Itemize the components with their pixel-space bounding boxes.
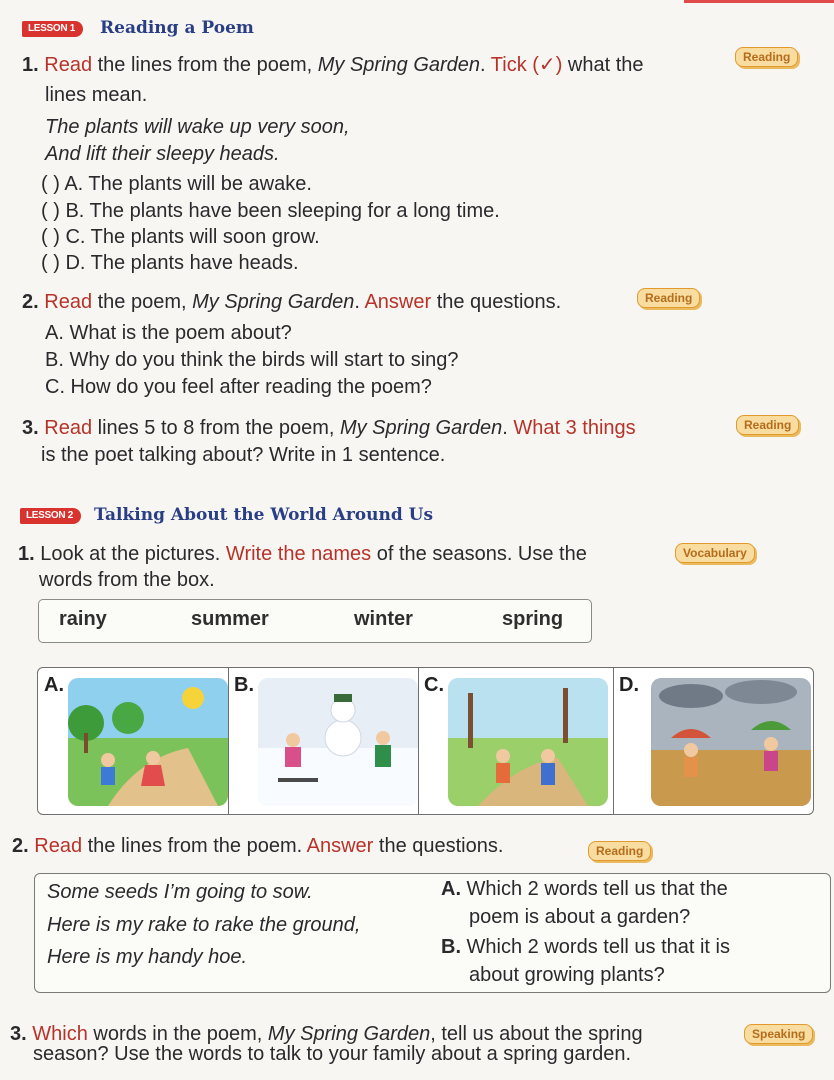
option-a[interactable] [41,173,312,196]
speaking-badge: Speaking [744,1024,813,1044]
sub-question-c: C. How do you feel after reading the poem? [45,376,432,398]
picture-label: A. [44,674,64,696]
question-text: the questions. [431,291,562,313]
question-text: of the seasons. Use the [371,543,587,565]
option-b[interactable] [41,200,500,223]
question-text-continued: lines mean. [45,84,148,106]
picture-label: B. [234,674,254,696]
poem-title: My Spring Garden [317,54,481,76]
instruction-verb: Read [44,54,93,76]
poem-box [34,873,831,993]
question-text: the questions. [373,835,504,857]
winter-scene-illustration [258,678,418,806]
instruction-verb: Write the names [225,543,372,565]
sub-question-a [441,878,728,901]
question-number: 2. [12,835,29,857]
instruction-verb: Read [44,291,93,313]
lesson-1-tag: LESSON 1 [22,21,83,37]
sub-question-a: A. What is the poem about? [45,322,292,344]
picture-cell-c [418,668,614,814]
reading-badge: Reading [735,47,798,67]
question-text-continued: words from the box. [39,569,215,591]
sub-question-b: B. Why do you think the birds will start to sing? [45,349,459,371]
lesson-2-tag: LESSON 2 [20,508,81,524]
answer-parentheses[interactable]: ( ) [41,173,60,195]
option-label: C. The plants will soon grow. [65,226,320,248]
vocabulary-badge: Vocabulary [675,543,755,563]
poem-line: And lift their sleepy heads. [45,143,280,165]
spring-scene-illustration [448,678,608,806]
season-pictures [37,667,814,815]
instruction-verb: Tick (✓) [490,54,563,76]
question-number: 3. [22,417,39,439]
poem-line: The plants will wake up very soon, [45,116,350,138]
poem-line: Here is my handy hoe. [47,946,248,968]
question-number: 3. [10,1023,27,1045]
summer-scene-illustration [68,678,228,806]
sub-question-a-continued: poem is about a garden? [469,906,691,928]
lesson1-question-2 [22,289,561,316]
sub-question-letter: A. [441,878,461,900]
word-box [38,599,592,643]
option-c[interactable] [41,226,320,249]
question-text: the lines from the poem. [82,835,307,857]
question-text-continued: is the poet talking about? Write in 1 sentence. [41,444,446,466]
sub-question-b [441,936,730,959]
reading-badge: Reading [588,841,651,861]
poem-line: Some seeds I’m going to sow. [47,881,313,903]
word-winter: winter [354,608,413,630]
answer-parentheses[interactable]: ( ) [41,252,60,274]
question-number: 1. [22,54,39,76]
picture-cell-b [228,668,419,814]
answer-parentheses[interactable]: ( ) [41,226,60,248]
top-edge-accent [684,0,834,3]
instruction-verb: Answer [364,291,432,313]
poem-title: My Spring Garden [267,1023,431,1045]
question-text: , tell us about the spring [430,1023,643,1045]
rainy-scene-illustration [651,678,811,806]
sub-question-b-continued: about growing plants? [469,964,665,986]
question-text: what the [562,54,644,76]
answer-parentheses[interactable]: ( ) [41,200,60,222]
picture-label: C. [424,674,444,696]
picture-label: D. [619,674,639,696]
lesson-1-title: Reading a Poem [100,18,254,38]
question-text: Look at the pictures. [34,543,226,565]
sub-question-letter: B. [441,936,461,958]
question-text: . [354,291,365,313]
question-text-continued: season? Use the words to talk to your family about a spring garden. [33,1043,632,1065]
option-label: A. The plants will be awake. [64,173,312,195]
word-rainy: rainy [59,608,107,630]
word-spring: spring [502,608,564,630]
poem-title: My Spring Garden [192,291,355,313]
question-number: 1. [18,543,35,565]
word-summer: summer [191,608,269,630]
poem-title: My Spring Garden [339,417,503,439]
picture-cell-d [613,668,813,814]
lesson1-question-3 [22,415,636,442]
sub-question-text: Which 2 words tell us that the [461,878,728,900]
instruction-verb: Which [32,1023,88,1045]
picture-cell-a [38,668,229,814]
lesson-2-title: Talking About the World Around Us [94,505,434,525]
lesson2-question-2 [12,833,503,860]
instruction-verb: What 3 things [513,417,636,439]
lesson2-question-1 [18,541,587,568]
question-text: . [502,417,514,439]
option-d[interactable] [41,252,299,275]
reading-badge: Reading [637,288,700,308]
lesson1-question-1 [22,52,644,79]
instruction-verb: Answer [306,835,374,857]
question-text: words in the poem, [87,1023,268,1045]
question-text: the poem, [92,291,193,313]
question-number: 2. [22,291,39,313]
question-text: . [480,54,491,76]
question-text: the lines from the poem, [92,54,318,76]
option-label: D. The plants have heads. [65,252,299,274]
instruction-verb: Read [44,417,93,439]
reading-badge: Reading [736,415,799,435]
poem-line: Here is my rake to rake the ground, [47,914,361,936]
instruction-verb: Read [34,835,83,857]
option-label: B. The plants have been sleeping for a long time. [65,200,500,222]
sub-question-text: Which 2 words tell us that it is [461,936,730,958]
question-text: lines 5 to 8 from the poem, [92,417,340,439]
